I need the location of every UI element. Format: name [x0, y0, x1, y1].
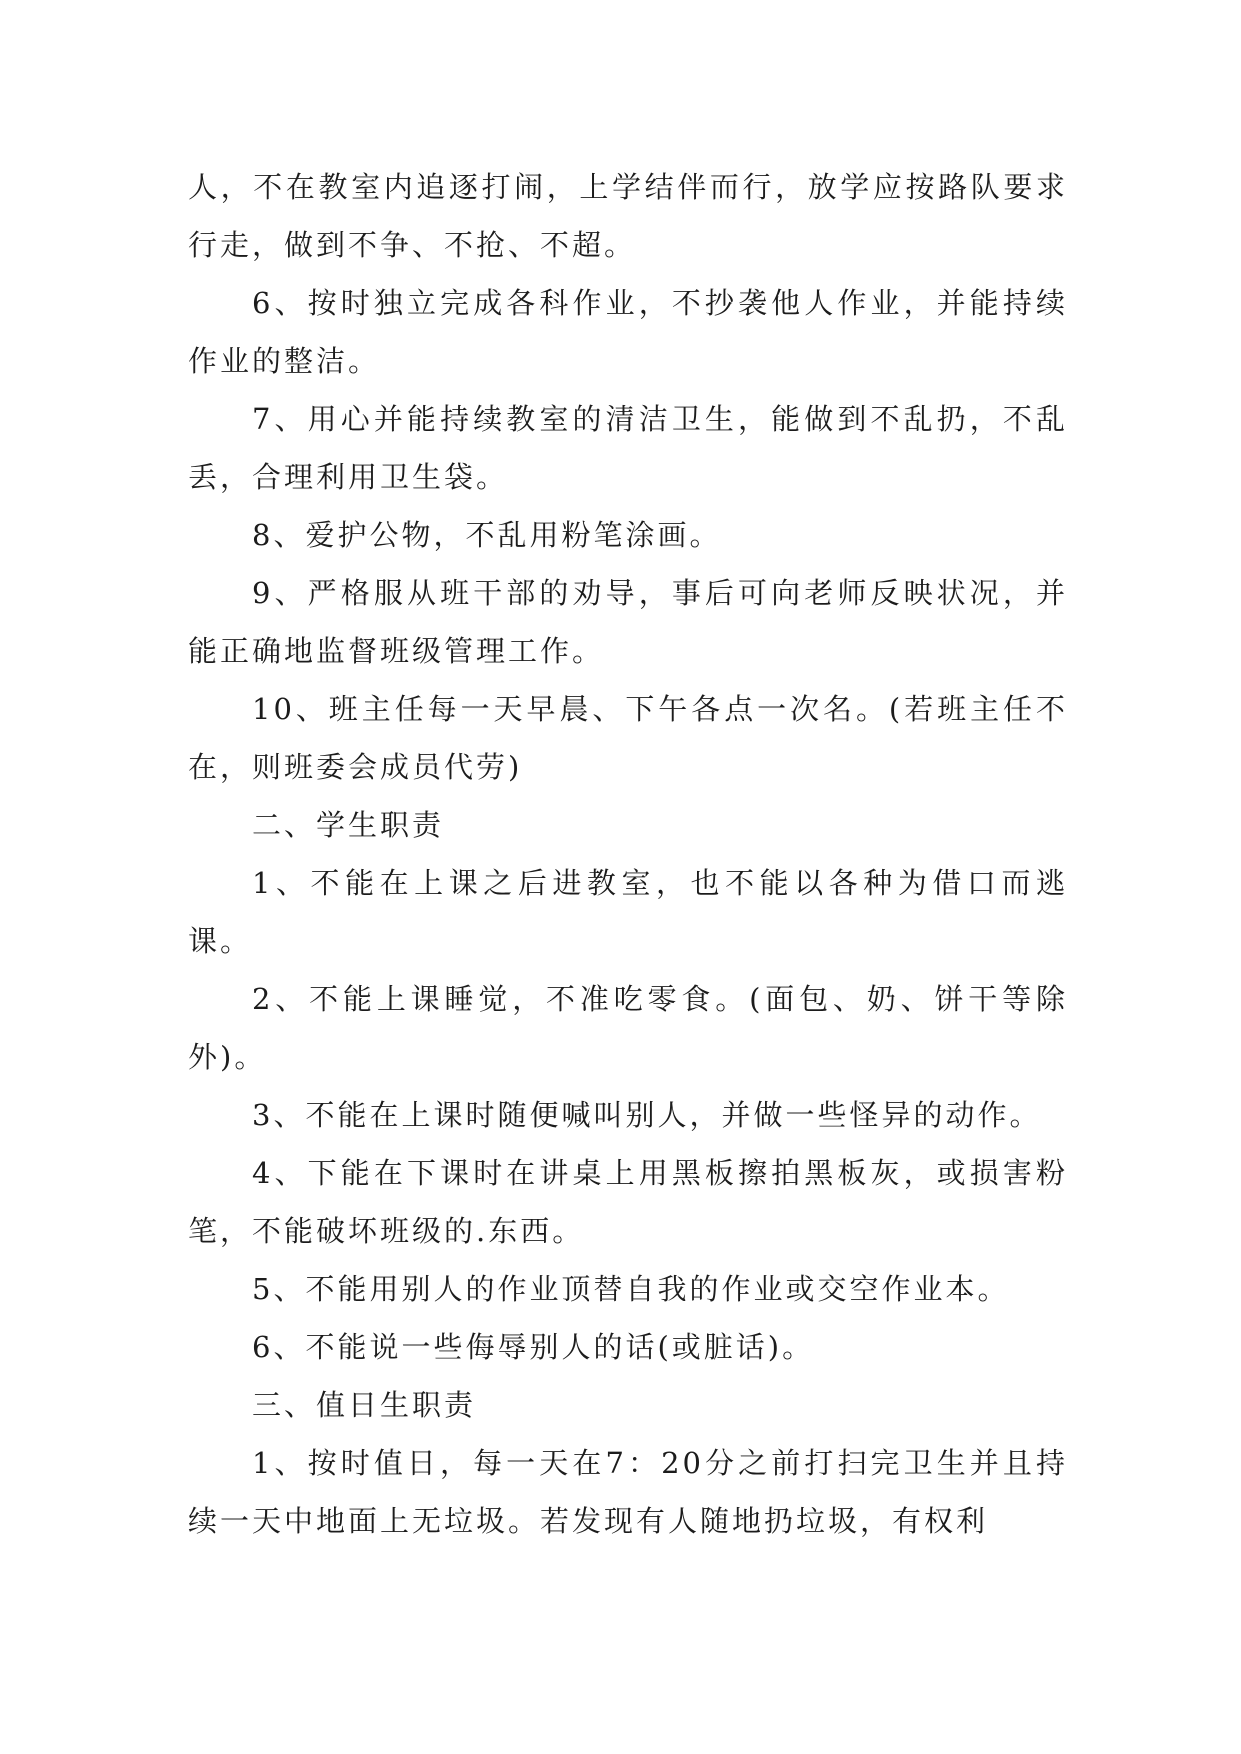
- rule-item-8: 8、爱护公物，不乱用粉笔涂画。: [252, 518, 722, 552]
- student-duty-item-4: 4、下能在下课时在讲桌上用黑板擦拍黑板灰，或损害粉笔，不能破坏班级的.东西。: [188, 1156, 1068, 1248]
- document-body: [188, 158, 1068, 1550]
- student-duty-item-6: 6、不能说一些侮辱别人的话(或脏话)。: [252, 1330, 815, 1364]
- section-heading-duty-student: 三、值日生职责: [252, 1388, 477, 1422]
- rule-item-6: 6、按时独立完成各科作业，不抄袭他人作业，并能持续作业的整洁。: [188, 286, 1068, 378]
- student-duty-item-3: 3、不能在上课时随便喊叫别人，并做一些怪异的动作。: [252, 1098, 1042, 1132]
- student-duty-item-5: 5、不能用别人的作业顶替自我的作业或交空作业本。: [252, 1272, 1010, 1306]
- duty-student-item-1: 1、按时值日，每一天在7：20分之前打扫完卫生并且持续一天中地面上无垃圾。若发现有人随地扔垃圾，有权利: [188, 1446, 1068, 1538]
- section-heading-student-duties: 二、学生职责: [252, 808, 445, 842]
- rule-item-9: 9、严格服从班干部的劝导，事后可向老师反映状况，并能正确地监督班级管理工作。: [188, 576, 1068, 668]
- paragraph-continuation: 人，不在教室内追逐打闹，上学结伴而行，放学应按路队要求行走，做到不争、不抢、不超。: [188, 170, 1068, 262]
- student-duty-item-2: 2、不能上课睡觉，不准吃零食。(面包、奶、饼干等除外)。: [188, 982, 1068, 1074]
- student-duty-item-1: 1、不能在上课之后进教室，也不能以各种为借口而逃课。: [188, 866, 1068, 958]
- rule-item-10: 10、班主任每一天早晨、下午各点一次名。(若班主任不在，则班委会成员代劳): [188, 692, 1068, 784]
- rule-item-7: 7、用心并能持续教室的清洁卫生，能做到不乱扔，不乱丢，合理利用卫生袋。: [188, 402, 1068, 494]
